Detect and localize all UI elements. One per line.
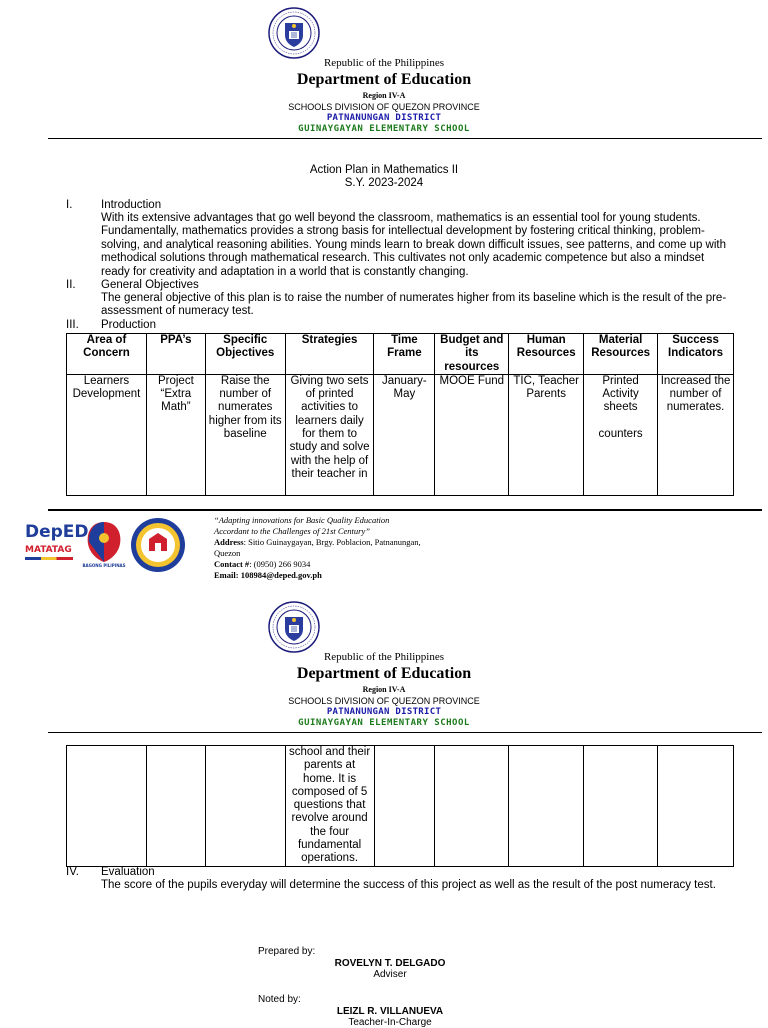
section-4-title: Evaluation (101, 866, 155, 878)
table-row (67, 374, 734, 495)
col-header-area: Area of Concern (67, 334, 147, 375)
cell-success-cont (658, 746, 734, 867)
table-row (67, 746, 734, 867)
prepared-by-name: ROVELYN T. DELGADO (334, 958, 446, 969)
deped-logo-text: DepED (25, 522, 89, 542)
production-table (66, 333, 734, 496)
col-header-time: Time Frame (374, 334, 435, 375)
material-item-2: counters (598, 427, 643, 440)
cell-objectives: Raise the number of numerates higher from its baseline (205, 374, 285, 495)
prepared-by-label: Prepared by: (258, 946, 316, 957)
deped-seal-icon (268, 7, 320, 59)
table-header-row (67, 334, 734, 375)
header-division-p2: SCHOOLS DIVISION OF QUEZON PROVINCE (288, 696, 480, 706)
noted-by-name: LEIZL R. VILLANUEVA (336, 1006, 444, 1017)
deped-seal-icon-page-2 (268, 601, 320, 653)
cell-time: January-May (374, 374, 435, 495)
production-table-continued (66, 745, 734, 867)
document-title: Action Plan in Mathematics II (309, 164, 459, 176)
cell-material (584, 374, 658, 495)
header-region-p2: Region IV-A (362, 685, 406, 694)
footer-address: Address: Sitio Guinaygayan, Brgy. Poblacion, Patnanungan, (214, 537, 421, 547)
section-1-title: Introduction (101, 199, 162, 211)
header-divider (48, 138, 762, 139)
header-republic: Republic of the Philippines (323, 57, 445, 69)
section-2-title: General Objectives (101, 279, 199, 291)
cell-area: Learners Development (67, 374, 147, 495)
header-department: Department of Education (296, 71, 472, 88)
col-header-objectives: Specific Objectives (205, 334, 285, 375)
cell-strategies-cont: school and their parents at home. It is composed of 5 questions that revolve around the four fundamental operations. (285, 746, 374, 867)
school-year: S.Y. 2023-2024 (344, 177, 424, 189)
footer-quote-1: “Adapting innovations for Basic Quality Education (214, 515, 390, 525)
deped-matatag-logo (25, 520, 89, 570)
cell-ppa-cont (146, 746, 205, 867)
cell-success: Increased the number of numerates. (658, 374, 734, 495)
header-divider-p2 (48, 732, 762, 733)
header-school: GUINAYGAYAN ELEMENTARY SCHOOL (298, 124, 470, 134)
section-3-title: Production (101, 319, 156, 331)
cell-human-cont (509, 746, 584, 867)
section-1-number: I. (66, 199, 73, 211)
noted-by-role: Teacher-In-Charge (348, 1017, 432, 1028)
footer-text-block (214, 515, 514, 581)
cell-budget: MOOE Fund (435, 374, 509, 495)
col-header-strategies: Strategies (285, 334, 374, 375)
col-header-ppas: PPA’s (146, 334, 205, 375)
header-district: PATNANUNGAN DISTRICT (326, 113, 442, 123)
col-header-material: Material Resources (584, 334, 658, 375)
cell-time-cont (374, 746, 435, 867)
col-header-human: Human Resources (509, 334, 584, 375)
section-3-number: III. (66, 319, 79, 331)
footer-contact: Contact #: (0950) 266 9034 (214, 559, 311, 569)
prepared-by-role: Adviser (373, 969, 407, 980)
cell-human: TIC, Teacher Parents (509, 374, 584, 495)
cell-ppa: Project “Extra Math” (146, 374, 205, 495)
cell-area-cont (67, 746, 147, 867)
cell-material-cont (584, 746, 658, 867)
section-4-number: IV. (66, 866, 80, 878)
header-school-p2: GUINAYGAYAN ELEMENTARY SCHOOL (298, 718, 470, 728)
header-district-p2: PATNANUNGAN DISTRICT (326, 707, 442, 717)
header-division: SCHOOLS DIVISION OF QUEZON PROVINCE (288, 102, 480, 112)
header-department-p2: Department of Education (296, 665, 472, 682)
footer-address-2: Quezon (214, 548, 241, 558)
cell-objectives-cont (205, 746, 285, 867)
matatag-stripe (25, 557, 73, 560)
school-seal-icon (129, 517, 187, 573)
footer-email: Email: 108984@deped.gov.ph (214, 570, 322, 580)
noted-by-label: Noted by: (258, 994, 301, 1005)
matatag-logo-text: MATATAG (25, 545, 72, 555)
svg-text:BAGONG PILIPINAS: BAGONG PILIPINAS (82, 563, 126, 568)
cell-budget-cont (435, 746, 509, 867)
header-region: Region IV-A (362, 91, 406, 100)
section-2-body: The general objective of this plan is to raise the number of numerates higher from its baseline which is the result of the pre-assessment of numeracy test. (101, 292, 727, 318)
section-2-number: II. (66, 279, 76, 291)
bagong-pilipinas-logo-icon (82, 518, 126, 568)
section-4-body: The score of the pupils everyday will determine the success of this project as well as the result of the post numeracy test. (101, 879, 716, 891)
section-1-body: With its extensive advantages that go well beyond the classroom, mathematics is an essential tool for young students. Fundamentally, mathematics provides a strong basis for intellectual development by fostering critical thinking, problem-solving, and analytical reasoning abilities. Young minds learn to break down difficult issues, see patterns, and come up with methodical solutions through mathematical research. This cultivates not only academic competence but also a mindset ready for creativity and adaptation in a world that is constantly changing. (101, 212, 726, 278)
col-header-success: Success Indicators (658, 334, 734, 375)
footer-divider (48, 509, 762, 511)
cell-strategies: Giving two sets of printed activities to learners daily for them to study and solve with the help of their teacher in (285, 374, 374, 495)
material-item-1: Printed Activity sheets (602, 374, 639, 414)
footer-quote-2: Accordant to the Challenges of 21st Century” (214, 526, 370, 536)
header-republic-p2: Republic of the Philippines (323, 651, 445, 663)
col-header-budget: Budget and its resources (435, 334, 509, 375)
